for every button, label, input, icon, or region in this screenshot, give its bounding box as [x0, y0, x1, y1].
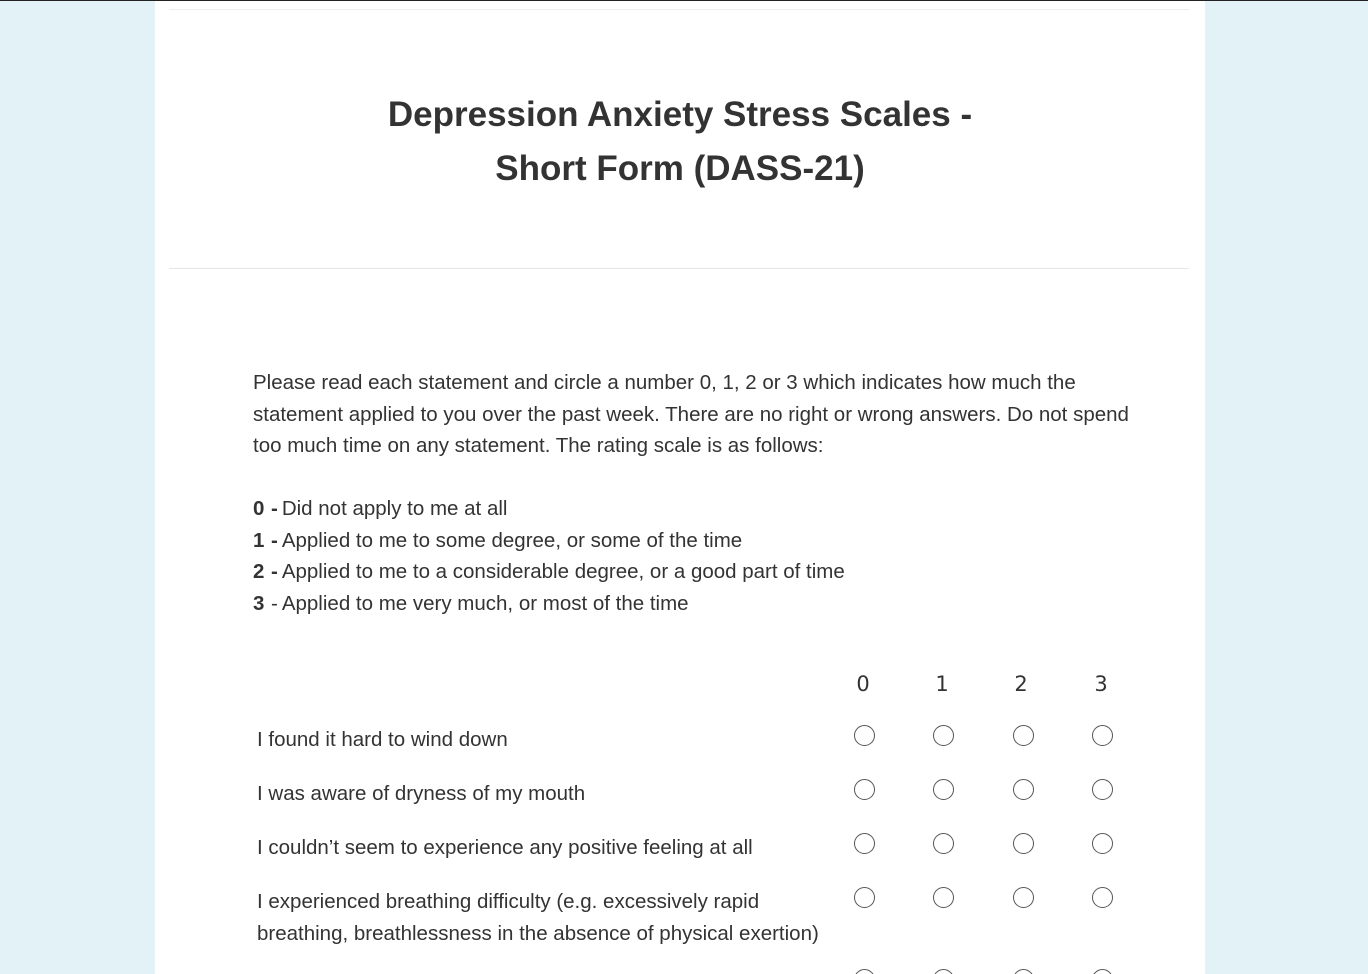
answer-radio-0[interactable]: [854, 779, 875, 800]
question-text: I experienced breathing difficulty (e.g. excessively rapid breathing, breathlessness in the absence of physical exertion): [257, 890, 819, 945]
column-header-0: 0: [856, 672, 870, 696]
scale-item: [253, 493, 1153, 525]
answer-radio-3[interactable]: [1092, 969, 1113, 974]
instructions-text: Please read each statement and circle a number 0, 1, 2 or 3 which indicates how much the statement applied to you over the past week. There are no right or wrong answers. Do not spend too much time on any statement. The rating scale is as follows:: [253, 371, 1129, 457]
answer-radio-1[interactable]: [933, 725, 954, 746]
answer-radio-3[interactable]: [1092, 779, 1113, 800]
form-card: [155, 1, 1205, 974]
title-line-2: Short Form (DASS-21): [495, 149, 865, 188]
answer-radio-3[interactable]: [1092, 833, 1113, 854]
scale-item: [253, 588, 1153, 620]
column-header-1: 1: [935, 672, 949, 696]
answer-radio-2[interactable]: [1013, 725, 1034, 746]
scale-text: Did not apply to me at all: [281, 497, 508, 520]
answer-radio-2[interactable]: [1013, 969, 1034, 974]
answer-radio-0[interactable]: [854, 725, 875, 746]
answer-radio-1[interactable]: [933, 887, 954, 908]
scale-separator: -: [271, 528, 278, 552]
scale-value: 2: [253, 560, 265, 583]
scale-item: [253, 525, 1153, 557]
question-text: I was aware of dryness of my mouth: [257, 782, 586, 805]
answer-radio-1[interactable]: [933, 969, 954, 974]
scale-value: 3: [253, 591, 265, 615]
answer-radio-1[interactable]: [933, 833, 954, 854]
scale-text: Applied to me to a considerable degree, or a good part of time: [281, 560, 845, 583]
answer-radio-2[interactable]: [1013, 779, 1034, 800]
scale-text: Applied to me to some degree, or some of the time: [281, 528, 743, 552]
scale-text: Applied to me very much, or most of the time: [281, 591, 689, 615]
scale-value: 0: [253, 497, 265, 520]
answer-radio-3[interactable]: [1092, 725, 1113, 746]
column-header-3: 3: [1094, 672, 1108, 696]
answer-radio-2[interactable]: [1013, 833, 1034, 854]
answer-radio-0[interactable]: [854, 833, 875, 854]
answer-radio-0[interactable]: [854, 969, 875, 974]
scale-item: [253, 556, 1153, 588]
answer-radio-2[interactable]: [1013, 887, 1034, 908]
scale-value: 1: [253, 528, 265, 552]
answer-radio-3[interactable]: [1092, 887, 1113, 908]
header-divider: [169, 268, 1189, 269]
title-line-1: Depression Anxiety Stress Scales -: [387, 95, 973, 134]
scale-separator: -: [271, 497, 278, 520]
answer-radio-0[interactable]: [854, 887, 875, 908]
scale-separator: -: [271, 591, 278, 615]
page-title: [155, 88, 1205, 196]
card-top-rule: [169, 9, 1189, 10]
question-text: I found it hard to wind down: [257, 728, 508, 751]
scale-separator: -: [271, 560, 278, 583]
column-header-2: 2: [1014, 672, 1028, 696]
rating-scale-legend: [253, 493, 1153, 619]
question-text: I couldn’t seem to experience any positive feeling at all: [257, 836, 753, 859]
answer-radio-1[interactable]: [933, 779, 954, 800]
